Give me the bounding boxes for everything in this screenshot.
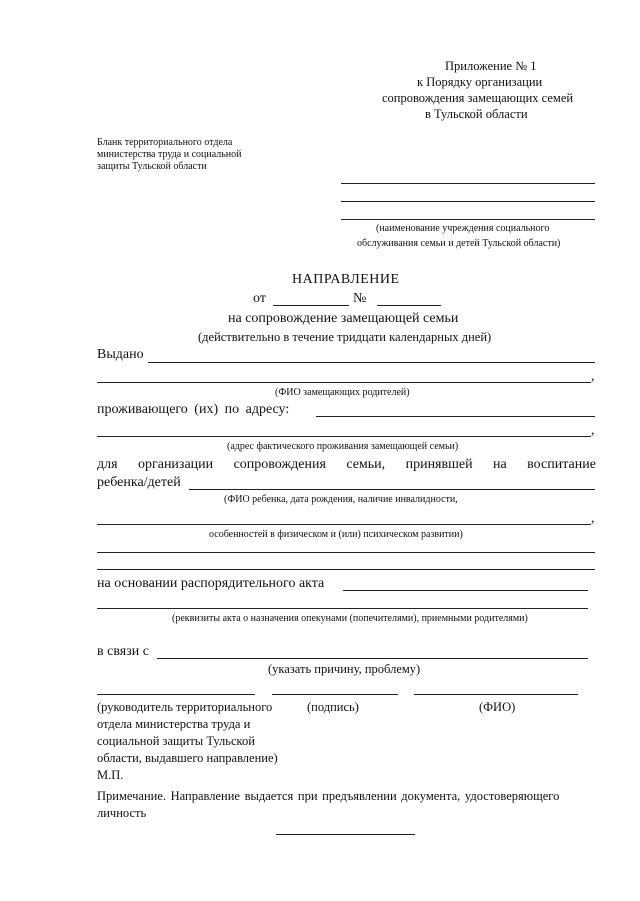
name-line[interactable] xyxy=(414,694,578,695)
note-text: Примечание. Направление выдается при предъявлении документа, удостоверяющего xyxy=(97,789,560,803)
recipient-line[interactable] xyxy=(341,201,595,202)
number-field[interactable] xyxy=(377,305,441,306)
footer-line xyxy=(276,834,415,835)
children-field-3[interactable] xyxy=(97,552,595,553)
child-caption: (ФИО ребенка, дата рождения, наличие инвалидности, xyxy=(224,494,458,505)
head-caption: области, выдавшего направление) xyxy=(97,751,278,765)
appendix-line: сопровождения замещающих семей xyxy=(382,91,574,105)
children-field-2[interactable] xyxy=(97,524,591,525)
reason-label: в связи с xyxy=(97,644,149,659)
blank-header-line: министерства труда и социальной xyxy=(97,149,242,160)
appendix-title: Приложение № 1 xyxy=(445,59,537,73)
children-field-4[interactable] xyxy=(97,569,595,570)
comma: , xyxy=(591,511,595,526)
purpose-word: воспитание xyxy=(527,457,596,472)
note-text: личность xyxy=(97,806,147,820)
document-title: НАПРАВЛЕНИЕ xyxy=(292,272,400,287)
head-signature-line[interactable] xyxy=(97,694,255,695)
purpose-word: для xyxy=(97,457,118,472)
signature-line[interactable] xyxy=(272,694,398,695)
date-field[interactable] xyxy=(273,305,349,306)
reason-caption: (указать причину, проблему) xyxy=(268,662,421,676)
seal-label: М.П. xyxy=(97,768,124,782)
recipient-line[interactable] xyxy=(341,183,595,184)
purpose-word: сопровождения xyxy=(233,457,326,472)
recipient-line[interactable] xyxy=(341,219,595,220)
purpose-text xyxy=(97,457,596,473)
child-caption: особенностей в физическом и (или) психическом развитии) xyxy=(209,529,463,540)
head-caption: (руководитель территориального xyxy=(97,700,273,714)
parents-caption: (ФИО замещающих родителей) xyxy=(275,387,410,398)
name-caption: (ФИО) xyxy=(479,700,516,714)
validity-note: (действительно в течение тридцати календарных дней) xyxy=(198,330,492,344)
address-label: проживающего (их) по адресу: xyxy=(97,402,290,417)
recipient-caption: (наименование учреждения социального xyxy=(376,223,550,234)
issued-field[interactable] xyxy=(148,362,595,363)
appendix-line: к Порядку организации xyxy=(417,75,543,89)
appendix-line: в Тульской области xyxy=(425,107,528,121)
children-field[interactable] xyxy=(189,489,595,490)
blank-header-line: защиты Тульской области xyxy=(97,161,207,172)
issued-label: Выдано xyxy=(97,347,144,362)
date-label: от xyxy=(253,291,266,306)
address-field-2[interactable] xyxy=(97,436,591,437)
basis-field[interactable] xyxy=(343,590,588,591)
recipient-caption: обслуживания семьи и детей Тульской области) xyxy=(357,238,561,249)
purpose-word: семьи, xyxy=(346,457,386,472)
comma: , xyxy=(591,423,595,438)
comma: , xyxy=(591,369,595,384)
issued-field-2[interactable] xyxy=(97,382,591,383)
reason-field[interactable] xyxy=(157,658,588,659)
sign-caption: (подпись) xyxy=(307,700,359,714)
blank-header-line: Бланк территориального отдела xyxy=(97,137,233,148)
purpose-word: принявшей xyxy=(405,457,473,472)
head-caption: отдела министерства труда и xyxy=(97,717,251,731)
purpose-word: на xyxy=(493,457,507,472)
address-field[interactable] xyxy=(316,416,595,417)
basis-caption: (реквизиты акта о назначения опекунами (попечителями), приемными родителями) xyxy=(172,613,528,624)
children-label: ребенка/детей xyxy=(97,475,181,490)
basis-label: на основании распорядительного акта xyxy=(97,576,325,591)
document-subject: на сопровождение замещающей семьи xyxy=(228,311,459,326)
number-label: № xyxy=(353,291,367,306)
basis-field-2[interactable] xyxy=(97,608,588,609)
head-caption: социальной защиты Тульской xyxy=(97,734,255,748)
purpose-word: организации xyxy=(137,457,214,472)
address-caption: (адрес фактического проживания замещающей семьи) xyxy=(227,441,459,452)
